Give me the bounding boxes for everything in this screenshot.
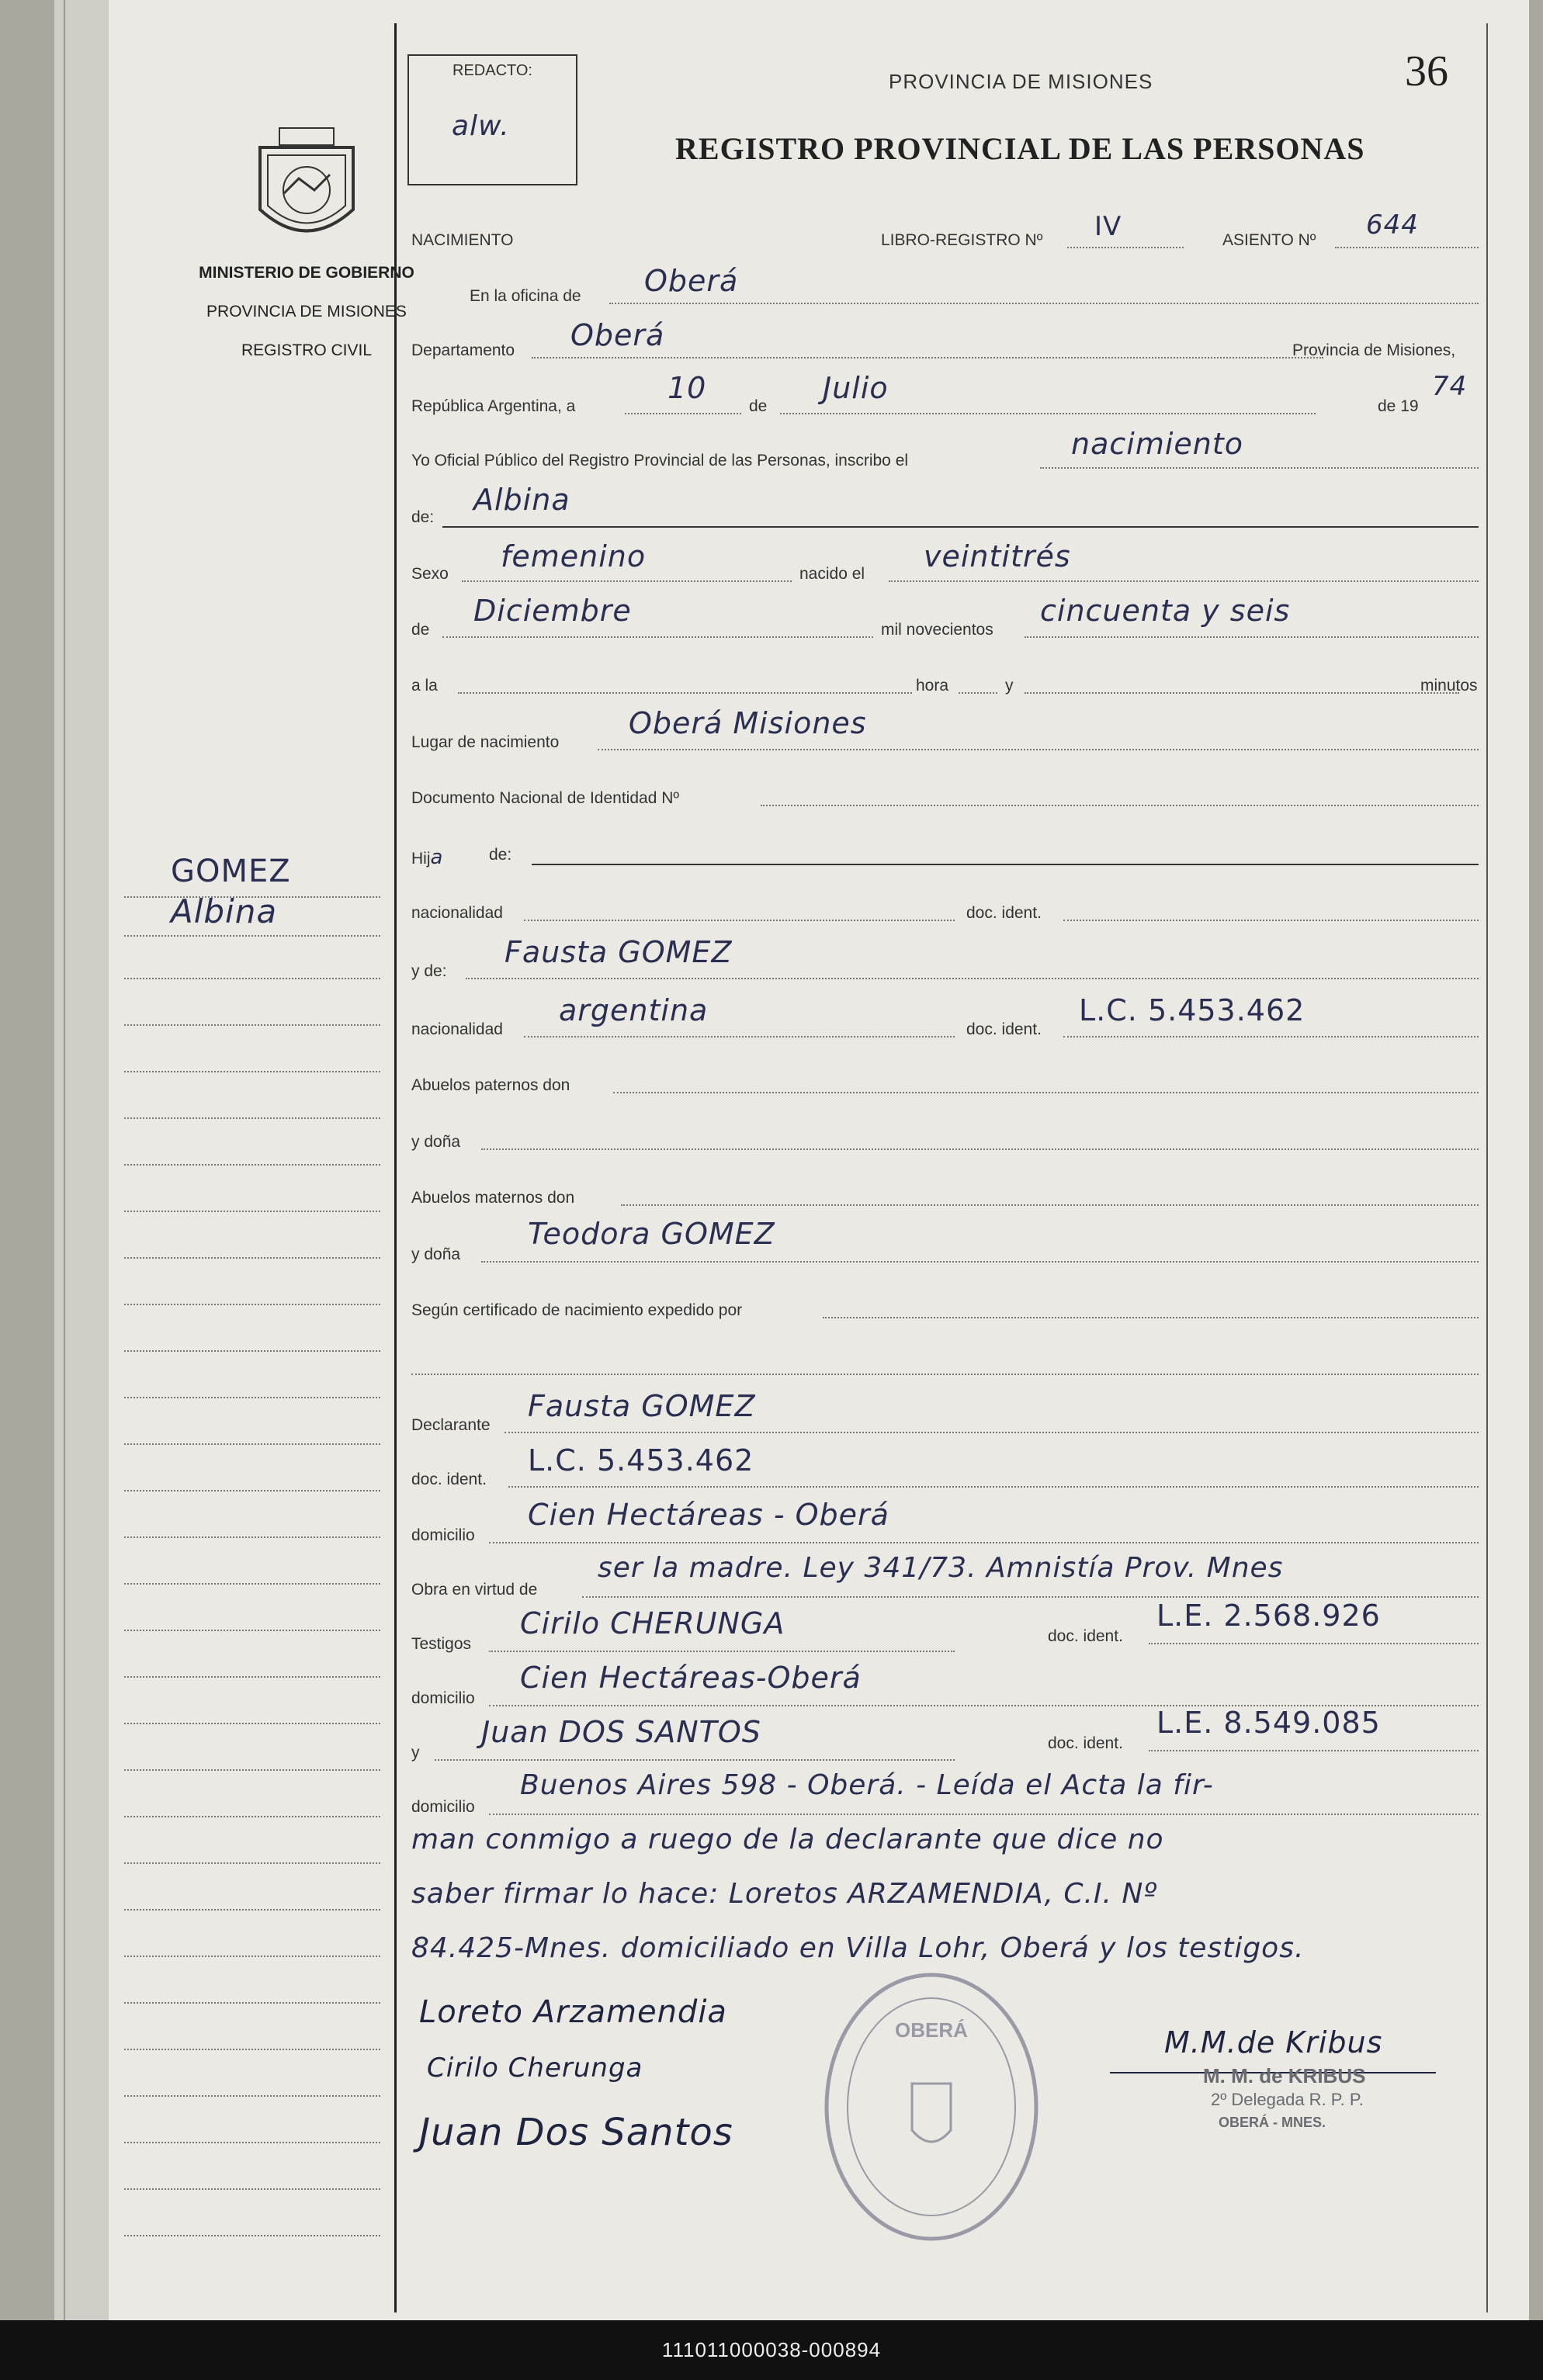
ministry-registry: REGISTRO CIVIL: [241, 341, 373, 359]
departamento-line: [532, 357, 1323, 359]
ministry-title: MINISTERIO DE GOBIERNO: [199, 264, 414, 282]
segun-line2: [411, 1374, 1479, 1375]
mes-line: [780, 413, 1316, 414]
madre-value: Fausta GOMEZ: [505, 935, 733, 969]
oficina-line: [609, 303, 1479, 304]
document-page: [54, 0, 1529, 2320]
signature-loreto: Loreto Arzamendia: [419, 1994, 727, 2030]
redacto-initials: alw.: [452, 110, 510, 142]
libro-line: [1067, 247, 1184, 248]
y-dona2-label: y doña: [411, 1245, 461, 1263]
abuelos-pat-label: Abuelos paternos don: [411, 1076, 570, 1094]
nacionalidad2-value: argentina: [559, 993, 709, 1027]
nacido-value: veintitrés: [924, 539, 1071, 573]
nombre-line: [442, 526, 1479, 528]
anio-nac-value: cincuenta y seis: [1040, 594, 1291, 628]
doc-t1-line: [1149, 1643, 1479, 1644]
redacto-box: [407, 54, 577, 185]
abuela-mat-value: Teodora GOMEZ: [528, 1217, 775, 1251]
sexo-label: Sexo: [411, 565, 449, 583]
y-dona-line: [481, 1148, 1479, 1150]
nacionalidad2-line: [524, 1036, 955, 1038]
registry-title: REGISTRO PROVINCIAL DE LAS PERSONAS: [675, 131, 1365, 166]
testigo1-value: Cirilo CHERUNGA: [520, 1606, 785, 1640]
oficina-label: En la oficina de: [470, 287, 581, 305]
oficial-value: nacimiento: [1071, 427, 1244, 461]
republica-label: República Argentina, a: [411, 397, 576, 415]
doc-ident2-line: [1063, 1036, 1479, 1038]
hora-label: hora: [916, 677, 949, 695]
official-stamp-name: M. M. de KRIBUS: [1203, 2064, 1366, 2087]
doc-ident-line: [1063, 920, 1479, 921]
domicilio-value: Cien Hectáreas - Oberá: [528, 1498, 889, 1532]
anio-value: 74: [1432, 371, 1468, 402]
mes-value: Julio: [823, 371, 889, 405]
nacionalidad-label: nacionalidad: [411, 904, 503, 922]
domicilio-line: [489, 1542, 1479, 1543]
doc-ident2-label: doc. ident.: [966, 1020, 1042, 1038]
domicilio-t1-label: domicilio: [411, 1689, 475, 1707]
asiento-line: [1335, 247, 1479, 248]
y-de-label: y de:: [411, 962, 447, 980]
minutos-line: [1025, 692, 1459, 694]
signature-cirilo: Cirilo Cherunga: [427, 2053, 643, 2084]
anio-label: de 19: [1378, 397, 1419, 415]
nacimiento-label: NACIMIENTO: [411, 231, 514, 249]
doc-t1-value: L.E. 2.568.926: [1156, 1599, 1381, 1633]
doc-decl-label: doc. ident.: [411, 1471, 487, 1488]
abuela-mat-line: [481, 1261, 1479, 1263]
hora-line: [959, 692, 997, 694]
hijo-prefix: Hij: [411, 850, 431, 868]
sexo-line: [462, 580, 792, 582]
testigos-label: Testigos: [411, 1635, 472, 1653]
de-nombre-label: de:: [411, 508, 435, 526]
nombre-value: Albina: [473, 483, 570, 517]
nacionalidad-line: [524, 920, 955, 921]
obra-line: [582, 1596, 1479, 1598]
doc-t2-label: doc. ident.: [1048, 1734, 1123, 1752]
ministry-province: PROVINCIA DE MISIONES: [206, 303, 407, 320]
redacto-label: REDACTO:: [452, 62, 532, 79]
mes-nac-line: [442, 636, 873, 638]
asiento-label: ASIENTO Nº: [1222, 231, 1316, 249]
testigo1-line: [489, 1651, 955, 1652]
a-la-label: a la: [411, 677, 438, 695]
sexo-value: femenino: [501, 539, 647, 573]
domicilio-t2-line: [489, 1814, 1479, 1815]
official-signature: M.M.de Kribus: [1164, 2025, 1383, 2060]
mes-nac-value: Diciembre: [473, 594, 632, 628]
anio-nac-line: [1025, 636, 1479, 638]
nacido-line: [889, 580, 1479, 582]
testigo2-line: [435, 1759, 955, 1761]
provincial-seal-icon: [244, 124, 369, 248]
declarante-value: Fausta GOMEZ: [528, 1389, 756, 1423]
official-stamp-place: OBERÁ - MNES.: [1219, 2115, 1326, 2130]
segun-label: Según certificado de nacimiento expedido por: [411, 1301, 743, 1319]
dia-value: 10: [667, 371, 707, 405]
stub-surname: GOMEZ: [171, 854, 291, 889]
official-stamp-role: 2º Delegada R. P. P.: [1211, 2090, 1364, 2109]
a-la-line: [458, 692, 912, 694]
hijo-line: [532, 864, 1479, 865]
de-label: de: [749, 397, 768, 415]
doc-decl-line: [508, 1486, 1479, 1488]
oficina-value: Oberá: [644, 264, 739, 298]
libro-label: LIBRO-REGISTRO Nº: [881, 231, 1043, 249]
mil-label: mil novecientos: [881, 621, 993, 639]
obra-label: Obra en virtud de: [411, 1581, 538, 1599]
minutos-label: minutos: [1420, 677, 1478, 695]
testigo2-value: Juan DOS SANTOS: [481, 1715, 761, 1749]
oficial-line: [1040, 467, 1479, 469]
departamento-value: Oberá: [570, 318, 665, 352]
abuelos-mat-label: Abuelos maternos don: [411, 1189, 575, 1207]
doc-decl-value: L.C. 5.453.462: [528, 1443, 754, 1478]
lugar-line: [598, 749, 1479, 750]
left-margin-rule: [64, 0, 65, 2320]
page-edge: [54, 0, 109, 2320]
abuelos-mat-line: [621, 1204, 1479, 1206]
document-id-bar: [0, 2320, 1543, 2380]
domicilio-label: domicilio: [411, 1526, 475, 1544]
domicilio-t2-label: domicilio: [411, 1798, 475, 1816]
dni-line: [761, 805, 1479, 806]
province-heading: PROVINCIA DE MISIONES: [889, 70, 1153, 93]
lugar-value: Oberá Misiones: [629, 706, 867, 740]
document-id: 111011000038-000894: [661, 2338, 882, 2361]
declarante-line: [505, 1432, 1479, 1433]
domicilio-t1-value: Cien Hectáreas-Oberá: [520, 1661, 862, 1695]
hijo-label: [411, 846, 443, 869]
abuelos-pat-line: [613, 1092, 1479, 1093]
signature-juan: Juan Dos Santos: [419, 2111, 733, 2154]
madre-line: [466, 978, 1479, 979]
dni-label: Documento Nacional de Identidad Nº: [411, 789, 680, 807]
texto-line2: man conmigo a ruego de la declarante que dice no: [411, 1824, 1164, 1855]
lugar-label: Lugar de nacimiento: [411, 733, 560, 751]
hijo-de-label: de:: [489, 846, 512, 864]
asiento-value: 644: [1366, 210, 1419, 241]
provincia-label: Provincia de Misiones,: [1292, 341, 1456, 359]
stamp-center-text: OBERÁ: [895, 2018, 968, 2042]
texto-line3: saber firmar lo hace: Loretos ARZAMENDIA, C.I. Nº: [411, 1878, 1158, 1910]
departamento-label: Departamento: [411, 341, 515, 359]
page-number: 36: [1405, 47, 1448, 95]
doc-t1-label: doc. ident.: [1048, 1627, 1123, 1645]
right-border: [1486, 23, 1488, 2312]
doc-ident2-value: L.C. 5.453.462: [1079, 993, 1305, 1027]
doc-t2-line: [1149, 1750, 1479, 1751]
hijo-suffix: a: [430, 846, 444, 869]
y-dona-label: y doña: [411, 1133, 461, 1151]
segun-line: [823, 1317, 1479, 1318]
round-official-stamp-icon: [819, 1967, 1044, 2247]
nacido-label: nacido el: [799, 565, 865, 583]
stub-divider: [394, 23, 397, 2312]
texto-line4: 84.425-Mnes. domiciliado en Villa Lohr, Oberá y los testigos.: [411, 1932, 1305, 1964]
domicilio-t2-value: Buenos Aires 598 - Oberá. - Leída el Acta la fir-: [520, 1769, 1214, 1801]
doc-ident-label: doc. ident.: [966, 904, 1042, 922]
nacionalidad2-label: nacionalidad: [411, 1020, 503, 1038]
oficial-label: Yo Oficial Público del Registro Provincial de las Personas, inscribo el: [411, 452, 909, 469]
libro-value: IV: [1094, 211, 1122, 242]
declarante-label: Declarante: [411, 1416, 491, 1434]
doc-t2-value: L.E. 8.549.085: [1156, 1706, 1381, 1740]
de2-label: de: [411, 621, 430, 639]
dia-line: [625, 413, 741, 414]
obra-value: ser la madre. Ley 341/73. Amnistía Prov. Mnes: [598, 1552, 1284, 1584]
y-label: y: [1005, 677, 1014, 695]
y-t2-label: y: [411, 1744, 420, 1762]
stub-given-name: Albina: [171, 892, 278, 930]
